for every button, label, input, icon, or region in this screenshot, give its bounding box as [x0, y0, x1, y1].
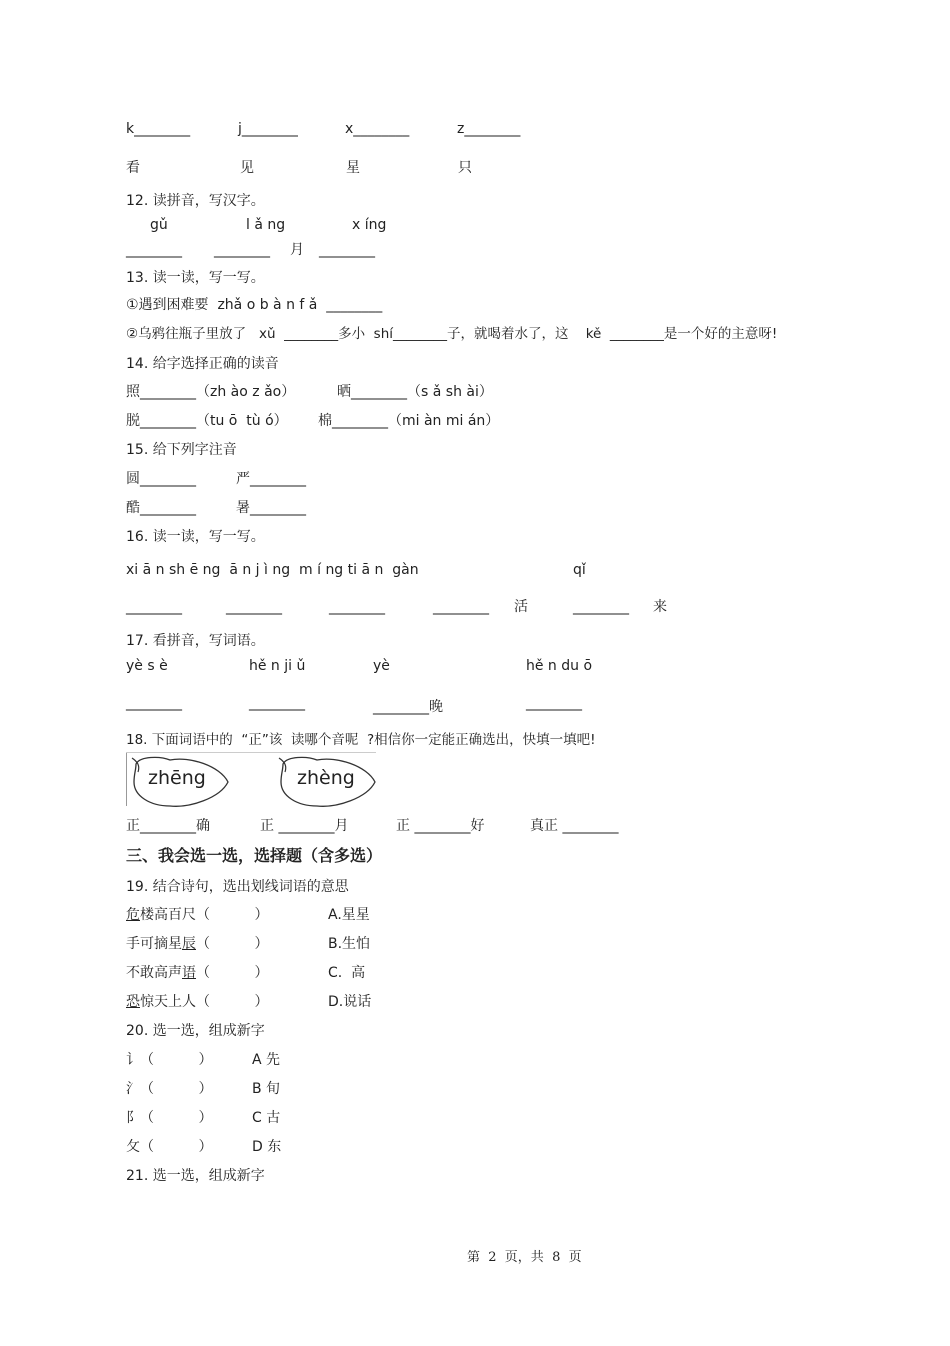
q19-line-1[interactable]	[126, 906, 269, 924]
q17-answer-2[interactable]: ________	[249, 695, 305, 711]
q14-mian[interactable]: 棉________（mi àn mi án）	[318, 413, 500, 429]
question-13-title: 13. 读一读，写一写。	[126, 270, 265, 286]
q13-line-2[interactable]: ②乌鸦往瓶子里放了 xǔ ________多小 shí________子，就喝着水了，这 kě ________是一个好的主意呀!	[126, 326, 778, 342]
q20-option-b: B 旬	[252, 1081, 281, 1097]
q19-line-2[interactable]	[126, 935, 269, 953]
q17-pinyin-2: hě n ji ǔ	[249, 658, 306, 674]
q16-pinyin: xi ā n sh ē ng ā n j ì ng m í ng ti ā n gàn	[126, 562, 419, 578]
q16-answer-1[interactable]: ________	[126, 599, 182, 615]
q19-option-b: B.生怕	[328, 936, 371, 952]
q20-radical-3[interactable]: 阝（ ）	[126, 1110, 213, 1126]
q19-line-2-post: （ ）	[196, 936, 269, 952]
q12-pinyin-2: l ǎ ng	[246, 217, 286, 233]
q12-answer-3[interactable]: ________	[319, 242, 375, 258]
q18-answer-3[interactable]: 正 ________好	[396, 818, 485, 834]
q19-line-3-pre: 不敢高声	[126, 965, 182, 981]
q20-radical-2[interactable]: 氵（ ）	[126, 1081, 213, 1097]
consonant-x[interactable]: x________	[345, 121, 410, 137]
q15-ku[interactable]: 酷________	[126, 500, 196, 516]
q19-option-c: C. 高	[328, 965, 366, 981]
q20-option-c: C 古	[252, 1110, 281, 1126]
q18-answer-1[interactable]: 正________确	[126, 818, 210, 834]
question-12-title: 12. 读拼音，写汉字。	[126, 193, 265, 209]
q20-radical-1[interactable]: 讠（ ）	[126, 1052, 213, 1068]
leaf-label-zheng1: zhēng	[148, 767, 206, 789]
question-16-title: 16. 读一读，写一写。	[126, 529, 265, 545]
q19-option-d: D.说话	[328, 994, 372, 1010]
q17-pinyin-3: yè	[373, 658, 390, 674]
consonant-k[interactable]: k________	[126, 121, 191, 137]
q19-line-1-underlined: 危	[126, 907, 140, 923]
q15-yuan[interactable]: 圆________	[126, 471, 196, 487]
q14-zhao[interactable]: 照________（zh ào z ǎo）	[126, 384, 296, 400]
q19-line-2-underlined: 辰	[182, 936, 196, 952]
q19-line-3[interactable]	[126, 964, 269, 982]
q18-image-frame	[126, 752, 127, 806]
consonant-z[interactable]: z________	[457, 121, 521, 137]
q19-line-4-post: 惊天上人（ ）	[140, 994, 269, 1010]
question-14-title: 14. 给字选择正确的读音	[126, 356, 279, 372]
q17-pinyin-1: yè s è	[126, 658, 168, 674]
question-20-title: 20. 选一选，组成新字	[126, 1023, 265, 1039]
q19-line-3-post: （ ）	[196, 965, 269, 981]
q12-pinyin-3: x íng	[352, 217, 387, 233]
q17-answer-1[interactable]: ________	[126, 695, 182, 711]
leaf-zheng4	[277, 754, 381, 808]
q16-lai: 来	[653, 599, 667, 615]
leaf-zheng1	[130, 754, 234, 808]
q16-answer-3[interactable]: ________	[329, 599, 385, 615]
q16-pinyin-qi: qǐ	[573, 562, 586, 578]
q15-shu[interactable]: 暑________	[236, 500, 306, 516]
question-19-title: 19. 结合诗句，选出划线词语的意思	[126, 879, 349, 895]
q13-line-1[interactable]: ①遇到困难要 zhǎ o b à n f ǎ ________	[126, 297, 383, 313]
q12-pinyin-1: gǔ	[150, 217, 168, 233]
q19-line-4[interactable]	[126, 993, 269, 1011]
q12-answer-2[interactable]: ________	[214, 242, 270, 258]
q15-yan[interactable]: 严________	[236, 471, 306, 487]
question-21-title: 21. 选一选，组成新字	[126, 1168, 265, 1184]
q18-answer-4[interactable]: 真正 ________	[530, 818, 619, 834]
question-18-title: 18. 下面词语中的 “正”该 读哪个音呢 ?相信你一定能正确选出，快填一填吧!	[126, 732, 596, 748]
question-17-title: 17. 看拼音，写词语。	[126, 633, 265, 649]
q17-answer-4[interactable]: ________	[526, 695, 582, 711]
q19-line-1-post: 楼高百尺（ ）	[140, 907, 269, 923]
leaf-label-zheng4: zhèng	[297, 767, 355, 789]
section-3-title: 三、我会选一选，选择题（含多选）	[126, 846, 383, 865]
q20-option-a: A 先	[252, 1052, 281, 1068]
q16-answer-2[interactable]: ________	[226, 599, 282, 615]
char-zhi: 只	[458, 160, 472, 176]
char-xing: 星	[346, 160, 360, 176]
q20-option-d: D 东	[252, 1139, 282, 1155]
q20-radical-4[interactable]: 攵（ ）	[126, 1139, 213, 1155]
consonant-j[interactable]: j________	[238, 121, 298, 137]
q19-option-a: A.星星	[328, 907, 370, 923]
q19-line-2-pre: 手可摘星	[126, 936, 182, 952]
q16-huo: 活	[514, 599, 528, 615]
q18-answer-2[interactable]: 正 ________月	[260, 818, 349, 834]
q14-shai[interactable]: 晒________（s ǎ sh ài）	[337, 384, 493, 400]
q17-pinyin-4: hě n du ō	[526, 658, 593, 674]
q14-tuo[interactable]: 脱________（tu ō tù ó）	[126, 413, 288, 429]
question-15-title: 15. 给下列字注音	[126, 442, 237, 458]
q19-line-3-underlined: 语	[182, 965, 196, 981]
q16-answer-5[interactable]: ________	[573, 599, 629, 615]
q19-line-4-underlined: 恐	[126, 994, 140, 1010]
char-jian: 见	[240, 160, 254, 176]
char-kan: 看	[126, 160, 140, 176]
q18-image-frame-top	[126, 752, 376, 753]
q12-yue: 月	[290, 242, 304, 258]
q17-answer-3[interactable]: ________晚	[373, 699, 443, 715]
q12-answer-1[interactable]: ________	[126, 242, 182, 258]
page-footer: 第 2 页，共 8 页	[467, 1250, 582, 1265]
q16-answer-4[interactable]: ________	[433, 599, 489, 615]
